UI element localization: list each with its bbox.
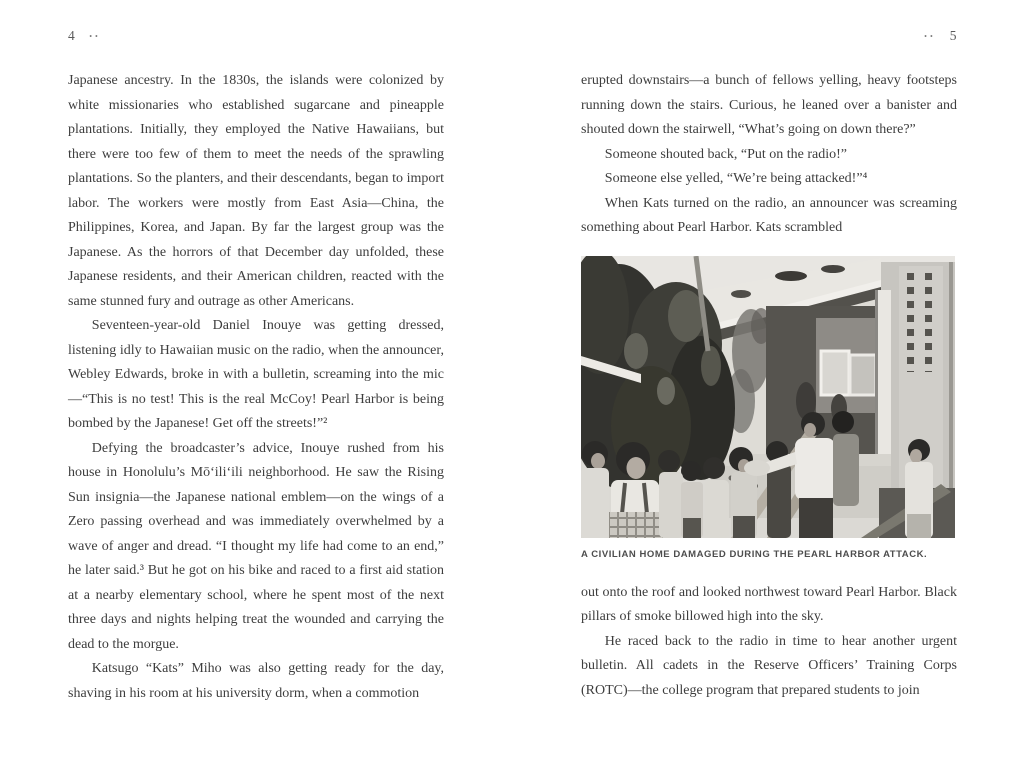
page-number-right: 5 xyxy=(949,28,957,43)
page-header-right xyxy=(581,28,957,44)
page-header-left xyxy=(68,28,444,44)
page-left xyxy=(68,28,444,706)
right-page-body-bottom xyxy=(581,581,957,704)
right-page-body-top xyxy=(581,69,957,241)
paragraph: Someone shouted back, “Put on the radio!” xyxy=(604,146,848,162)
paragraph: erupted downstairs—a bunch of fellows yelling, heavy footsteps running down the stairs. Curious, he leaned over a banister and shouted down the stairwell, “What’s going on down there?” xyxy=(581,73,957,137)
paragraph: He raced back to the radio in time to hear another urgent bulletin. All cadets in the Reserve Officers’ Training Corps (ROTC)—the college program that prepared students to join xyxy=(581,633,957,698)
photo-figure xyxy=(581,256,955,560)
paragraph: Seventeen-year-old Daniel Inouye was getting dressed, listening idly to Hawaiian music on the radio, when the announcer, Webley Edwards, broke in with a bulletin, screaming into the mic—“This is no test! This is the real McCoy! Pearl Harbor is being bombed by the Japanese! Get off the streets!”² xyxy=(68,318,444,431)
paragraph: Japanese ancestry. In the 1830s, the islands were colonized by white missionaries who established sugarcane and pineapple plantations. Initially, they employed the Native Hawaiians, but there were too few of them to meet the needs of the sprawling plantations. So the planters, and their descendants, began to import labor. The workers were mostly from East Asia—China, the Philippines, Korea, and Japan. By far the largest group was the Japanese. As the horrors of that December day unfolded, these Japanese residents, and their American children, reacted with the same stunned fury and outrage as other Americans. xyxy=(68,73,444,309)
left-page-body xyxy=(68,69,444,706)
page-right xyxy=(581,28,957,703)
photo-caption: A CIVILIAN HOME DAMAGED DURING THE PEARL HARBOR ATTACK. xyxy=(581,548,928,560)
page-number-left: 4 xyxy=(68,28,76,43)
paragraph: Someone else yelled, “We’re being attacked!”⁴ xyxy=(604,171,868,186)
header-ornament-icon: •• xyxy=(89,32,101,41)
paragraph: out onto the roof and looked northwest toward Pearl Harbor. Black pillars of smoke billowed high into the sky. xyxy=(581,584,957,624)
paragraph: Defying the broadcaster’s advice, Inouye rushed from his house in Honolulu’s Mōʻiliʻili neighborhood. He saw the Rising Sun insignia—the Japanese national emblem—on the wings of a Zero passing overhead and was immediately overwhelmed by a wave of anger and dread. “I thought my life had come to an end,” he later said.³ But he got on his bike and raced to a first aid station at a nearby elementary school, where he spent most of the next three days and nights helping treat the wounded and carrying the dead to the morgue. xyxy=(68,440,444,652)
header-ornament-icon: •• xyxy=(924,32,936,41)
civilian-home-photo xyxy=(581,256,955,538)
paragraph: Katsugo “Kats” Miho was also getting ready for the day, shaving in his room at his university dorm, when a commotion xyxy=(68,661,444,701)
paragraph: When Kats turned on the radio, an announcer was screaming something about Pearl Harbor. Kats scrambled xyxy=(581,195,957,235)
photo-illustration xyxy=(581,256,955,538)
